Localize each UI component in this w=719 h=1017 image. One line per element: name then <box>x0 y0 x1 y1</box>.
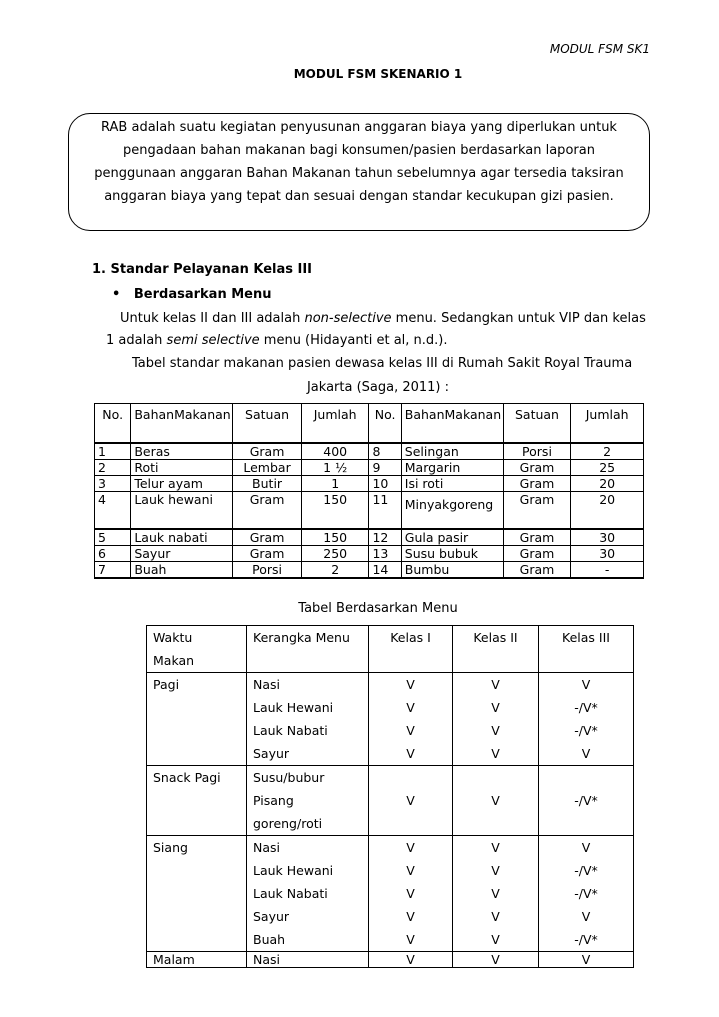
cell-menu: Nasi Lauk Hewani Lauk Nabati Sayur Buah <box>247 836 369 952</box>
header-jumlah: Jumlah <box>301 404 369 444</box>
table-row <box>95 476 644 492</box>
cell-jumlah: 2 <box>301 562 369 579</box>
definition-line: penggunaan anggaran Bahan Makanan tahun sebelumnya agar tersedia taksiran <box>94 166 624 181</box>
paragraph-line-1 <box>120 311 646 326</box>
cell-bahan: Beras <box>131 443 233 460</box>
table-row <box>95 460 644 476</box>
cell-bahan: Telur ayam <box>131 476 233 492</box>
table-row <box>147 952 634 968</box>
cell-bahan: Bumbu <box>401 562 503 579</box>
para-emphasis: semi selective <box>166 333 260 348</box>
cell-bahan: Selingan <box>401 443 503 460</box>
cell-bahan: Margarin <box>401 460 503 476</box>
cell-no: 7 <box>95 562 131 579</box>
cell-waktu: Pagi <box>147 673 247 766</box>
cell-jumlah: 30 <box>571 546 644 562</box>
cell-jumlah: - <box>571 562 644 579</box>
cell-bahan: Lauk hewani <box>131 492 233 530</box>
paragraph-line-2 <box>106 333 448 348</box>
definition-line: anggaran biaya yang tepat dan sesuai dengan standar kecukupan gizi pasien. <box>104 189 614 204</box>
cell-kelas-3: -/V* <box>539 766 634 836</box>
header-waktu: Waktu Makan <box>147 626 247 673</box>
cell-waktu: Snack Pagi <box>147 766 247 836</box>
module-tag: MODUL FSM SK1 <box>549 42 650 56</box>
cell-kelas-3: V <box>539 952 634 968</box>
cell-satuan: Gram <box>233 492 302 530</box>
cell-no: 2 <box>95 460 131 476</box>
bullet-symbol: • <box>112 287 121 302</box>
cell-no: 3 <box>95 476 131 492</box>
header-kelas-2: Kelas II <box>453 626 539 673</box>
cell-waktu: Malam <box>147 952 247 968</box>
cell-no: 8 <box>369 443 401 460</box>
definition-line: pengadaan bahan makanan bagi konsumen/pasien berdasarkan laporan <box>123 143 595 158</box>
header-kelas-1: Kelas I <box>369 626 453 673</box>
para-text: menu (Hidayanti et al, n.d.). <box>259 333 448 348</box>
para-text: menu. Sedangkan untuk VIP dan kelas <box>391 311 646 326</box>
cell-satuan: Gram <box>503 562 571 579</box>
cell-satuan: Gram <box>233 546 302 562</box>
table-row <box>95 443 644 460</box>
cell-bahan: Minyakgoreng <box>401 492 503 530</box>
cell-kelas-1: V V V V <box>369 673 453 766</box>
cell-satuan: Gram <box>503 492 571 530</box>
cell-kelas-2: V V V V V <box>453 836 539 952</box>
cell-menu: Nasi <box>247 952 369 968</box>
cell-bahan: Susu bubuk <box>401 546 503 562</box>
cell-kelas-1: V <box>369 766 453 836</box>
cell-kelas-3: V -/V* -/V* V <box>539 673 634 766</box>
bullet-item <box>112 287 272 302</box>
cell-menu: Nasi Lauk Hewani Lauk Nabati Sayur <box>247 673 369 766</box>
cell-satuan: Gram <box>503 529 571 546</box>
table-row <box>95 492 644 530</box>
definition-line: RAB adalah suatu kegiatan penyusunan anggaran biaya yang diperlukan untuk <box>101 120 617 135</box>
cell-no: 9 <box>369 460 401 476</box>
cell-no: 11 <box>369 492 401 530</box>
cell-satuan: Gram <box>233 443 302 460</box>
cell-jumlah: 20 <box>571 492 644 530</box>
menu-table <box>146 625 634 968</box>
cell-bahan: Roti <box>131 460 233 476</box>
cell-bahan: Gula pasir <box>401 529 503 546</box>
cell-no: 12 <box>369 529 401 546</box>
cell-satuan: Gram <box>503 460 571 476</box>
cell-no: 5 <box>95 529 131 546</box>
header-bahan: BahanMakanan <box>131 404 233 444</box>
header-no: No. <box>95 404 131 444</box>
cell-jumlah: 150 <box>301 492 369 530</box>
cell-jumlah: 25 <box>571 460 644 476</box>
header-jumlah: Jumlah <box>571 404 644 444</box>
cell-satuan: Porsi <box>503 443 571 460</box>
food-standard-table <box>94 403 644 579</box>
section-heading: 1. Standar Pelayanan Kelas III <box>92 262 313 277</box>
cell-kelas-2: V V V V <box>453 673 539 766</box>
cell-jumlah: 30 <box>571 529 644 546</box>
definition-box <box>68 113 650 231</box>
cell-no: 13 <box>369 546 401 562</box>
cell-satuan: Porsi <box>233 562 302 579</box>
header-satuan: Satuan <box>503 404 571 444</box>
table-row <box>95 546 644 562</box>
cell-menu: Susu/bubur Pisang goreng/roti <box>247 766 369 836</box>
header-no: No. <box>369 404 401 444</box>
cell-jumlah: 250 <box>301 546 369 562</box>
cell-bahan: Isi roti <box>401 476 503 492</box>
table2-caption: Tabel Berdasarkan Menu <box>298 601 458 616</box>
cell-jumlah: 20 <box>571 476 644 492</box>
cell-no: 6 <box>95 546 131 562</box>
cell-kelas-2: V <box>453 766 539 836</box>
cell-satuan: Gram <box>503 476 571 492</box>
cell-no: 4 <box>95 492 131 530</box>
table-row <box>147 766 634 836</box>
header-kerangka: Kerangka Menu <box>247 626 369 673</box>
header-bahan: BahanMakanan <box>401 404 503 444</box>
table-row <box>95 562 644 579</box>
cell-no: 14 <box>369 562 401 579</box>
cell-kelas-2: V <box>453 952 539 968</box>
bullet-label: Berdasarkan Menu <box>133 287 272 302</box>
document-title: MODUL FSM SKENARIO 1 <box>293 67 463 81</box>
cell-bahan: Lauk nabati <box>131 529 233 546</box>
para-text: Untuk kelas II dan III adalah <box>120 311 305 326</box>
cell-jumlah: 1 <box>301 476 369 492</box>
cell-satuan: Butir <box>233 476 302 492</box>
cell-no: 1 <box>95 443 131 460</box>
cell-bahan: Sayur <box>131 546 233 562</box>
table1-caption-line-2: Jakarta (Saga, 2011) : <box>306 380 450 395</box>
cell-kelas-3: V -/V* -/V* V -/V* <box>539 836 634 952</box>
table-row <box>147 673 634 766</box>
cell-jumlah: 2 <box>571 443 644 460</box>
cell-no: 10 <box>369 476 401 492</box>
cell-kelas-1: V <box>369 952 453 968</box>
table-row <box>95 529 644 546</box>
para-text: 1 adalah <box>106 333 167 348</box>
header-kelas-3: Kelas III <box>539 626 634 673</box>
table-row <box>147 836 634 952</box>
cell-jumlah: 1 ½ <box>301 460 369 476</box>
cell-satuan: Gram <box>233 529 302 546</box>
cell-waktu: Siang <box>147 836 247 952</box>
cell-satuan: Gram <box>503 546 571 562</box>
cell-bahan: Buah <box>131 562 233 579</box>
cell-kelas-1: V V V V V <box>369 836 453 952</box>
cell-satuan: Lembar <box>233 460 302 476</box>
table-header-row <box>147 626 634 673</box>
cell-jumlah: 400 <box>301 443 369 460</box>
table-header-row <box>95 404 644 444</box>
para-emphasis: non-selective <box>304 311 392 326</box>
table1-caption-line-1: Tabel standar makanan pasien dewasa kelas III di Rumah Sakit Royal Trauma <box>132 356 633 371</box>
cell-jumlah: 150 <box>301 529 369 546</box>
header-satuan: Satuan <box>233 404 302 444</box>
